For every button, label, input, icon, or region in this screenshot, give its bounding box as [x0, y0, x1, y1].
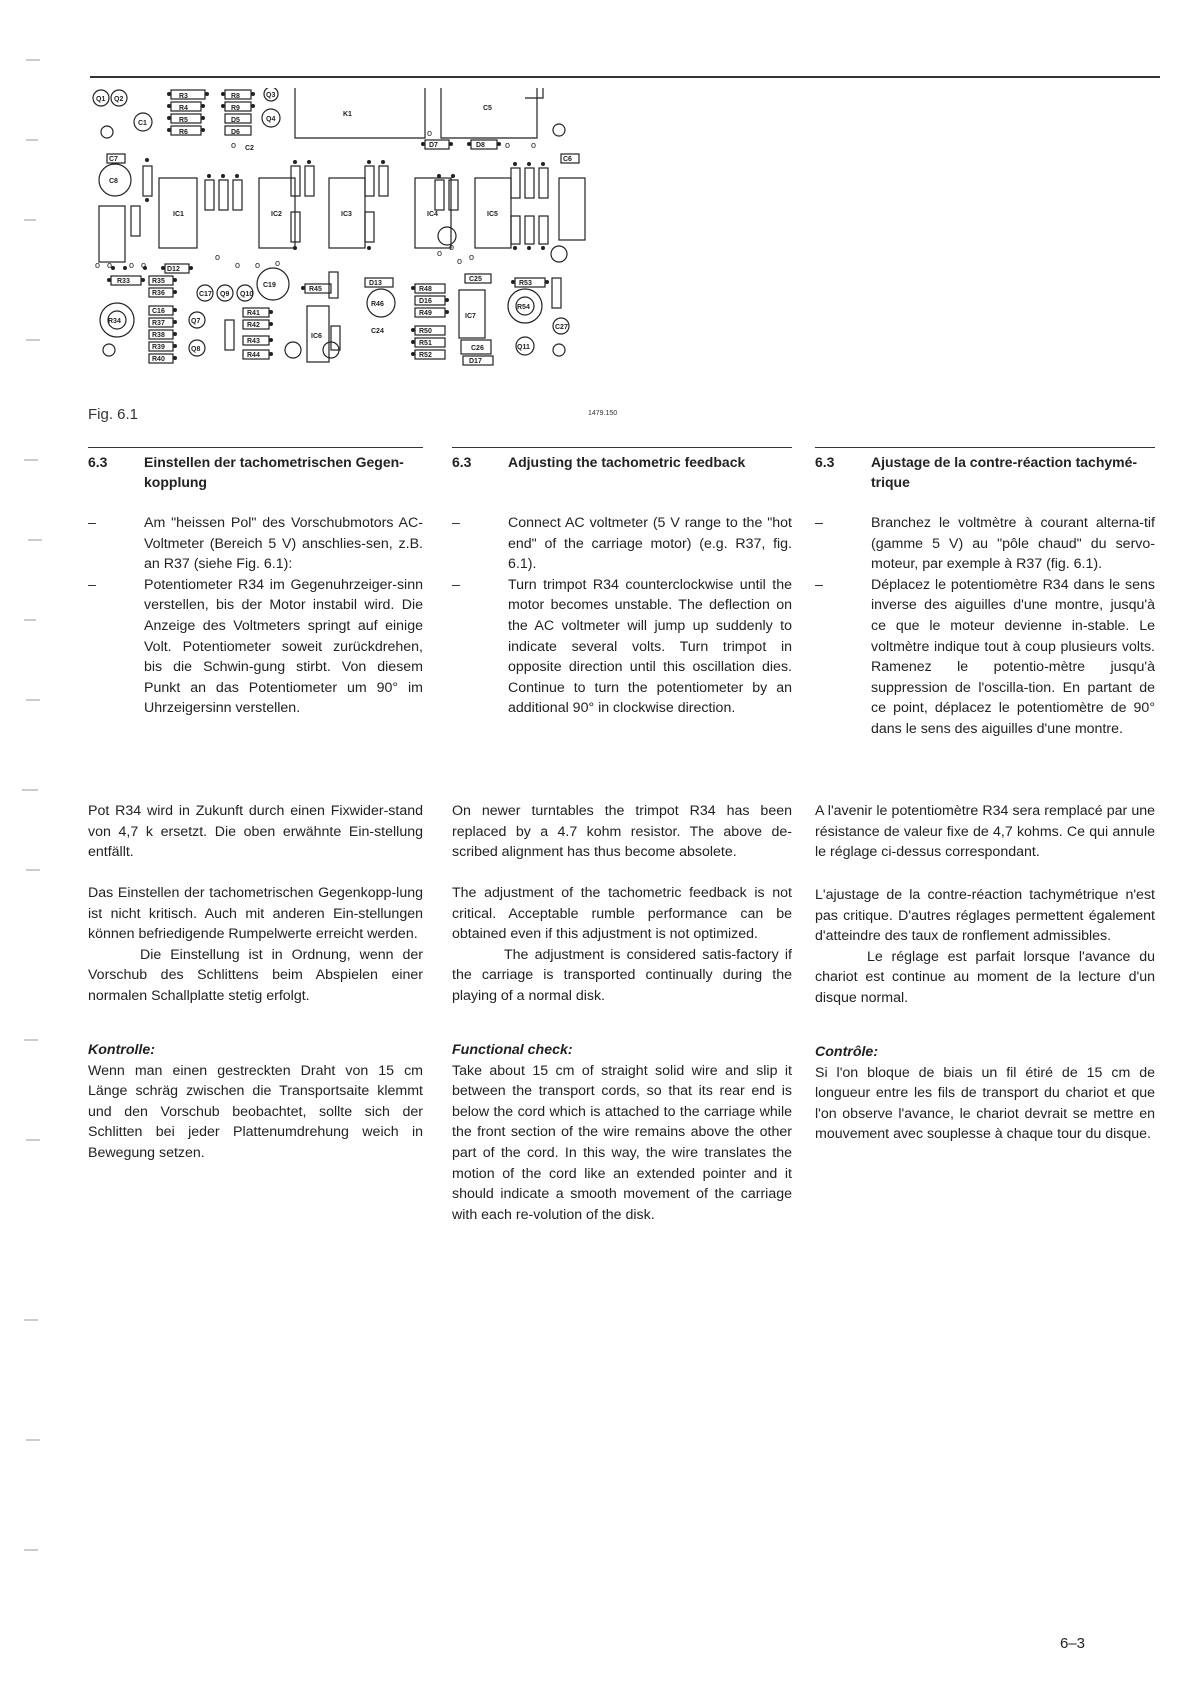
- svg-text:o: o: [275, 258, 281, 268]
- section-rule-german: [88, 447, 423, 448]
- svg-text:o: o: [531, 140, 537, 150]
- french-pot-note: A l'avenir le potentiomètre R34 sera remplacé par une résistance de valeur fixe de 4,7 kohms. Ce qui annule le réglage ci-dessus correspondant.: [815, 803, 1155, 861]
- section-number: 6.3: [815, 454, 835, 470]
- label-c5: C5: [483, 105, 492, 112]
- label-r43: R43: [247, 338, 260, 345]
- label-d16: D16: [419, 298, 432, 305]
- svg-text:o: o: [95, 260, 101, 270]
- label-r44: R44: [247, 352, 260, 359]
- pcb-layout-figure: [85, 88, 630, 413]
- label-k1: K1: [343, 111, 352, 118]
- check-heading: Kontrolle:: [88, 1042, 155, 1058]
- top-rule: [90, 76, 1160, 78]
- french-check: [815, 1042, 1155, 1145]
- label-r39: R39: [152, 344, 165, 351]
- label-r35: R35: [152, 278, 165, 285]
- figure-caption: Fig. 6.1: [88, 406, 139, 423]
- svg-text:o: o: [215, 252, 221, 262]
- label-c7: C7: [109, 156, 118, 163]
- label-c6: C6: [563, 156, 572, 163]
- label-c16: C16: [152, 308, 165, 315]
- list-item: – Potentiometer R34 im Gegenuhrzeiger-sinn verstellen, bis der Motor instabil wird. Die Anzeige des Voltmeters springt auf einige Volt. Potentiometer soweit zurückdrehen, bis die Schwin-gung stirbt. Von diesem Punkt an das Potentiometer um 90° im Uhrzeigersinn verstellen.: [88, 576, 423, 717]
- svg-text:o: o: [141, 260, 147, 270]
- figure-code: 1479.150: [588, 410, 618, 417]
- french-instructions: [815, 513, 1155, 740]
- svg-text:o: o: [449, 242, 455, 252]
- english-pot-note: On newer turntables the trimpot R34 has been replaced by a 4.7 kohm resistor. The above de-scribed alignment has thus become absolete.: [452, 803, 792, 861]
- page-number: 6–3: [1060, 1635, 1086, 1652]
- paragraph: The adjustment is considered satis-factory if the carriage is transported continually during the playing of a normal disk.: [452, 946, 792, 1004]
- label-d6: D6: [231, 129, 240, 136]
- svg-text:o: o: [255, 260, 261, 270]
- paragraph: L'ajustage de la contre-réaction tachymétrique n'est pas critique. D'autres réglages permettent également d'atteindre des taux de ronflement admissibles.: [815, 887, 1155, 945]
- section-rule-english: [452, 447, 792, 448]
- section-heading-german: [88, 452, 423, 492]
- label-q1: Q1: [96, 96, 106, 103]
- label-r52: R52: [419, 352, 432, 359]
- label-c27: C27: [555, 324, 568, 331]
- label-c26: C26: [471, 345, 484, 352]
- paragraph: Das Einstellen der tachometrischen Gegenkopp-lung ist nicht kritisch. Auch mit anderen Ein-stellungen können befriedigende Rumpelwerte erreicht werden.: [88, 885, 423, 943]
- paragraph: The adjustment of the tachometric feedback is not critical. Acceptable rumble performance can be obtained even if this adjustment is not optimized.: [452, 885, 792, 943]
- label-c24: C24: [371, 328, 384, 335]
- section-number: 6.3: [452, 454, 472, 470]
- label-r34: R34: [108, 318, 121, 325]
- check-heading: Functional check:: [452, 1042, 573, 1058]
- svg-text:o: o: [231, 140, 237, 150]
- label-q10: Q10: [240, 291, 254, 298]
- label-c1: C1: [138, 120, 147, 127]
- label-c19: C19: [263, 282, 276, 289]
- label-c2: C2: [245, 145, 254, 152]
- label-ic3: IC3: [341, 211, 352, 218]
- label-r33: R33: [117, 278, 130, 285]
- label-r51: R51: [419, 340, 432, 347]
- column-english: [452, 452, 792, 472]
- label-ic6: IC6: [311, 333, 322, 340]
- german-check: [88, 1040, 423, 1164]
- column-french: [815, 452, 1155, 492]
- label-r38: R38: [152, 332, 165, 339]
- label-q11: Q11: [517, 344, 530, 351]
- label-r54: R54: [517, 304, 530, 311]
- label-r45: R45: [309, 286, 322, 293]
- english-paragraphs: [452, 883, 792, 1007]
- section-title: Adjusting the tachometric feedback: [508, 454, 746, 470]
- label-d12: D12: [167, 266, 180, 273]
- paragraph: Wenn man einen gestreckten Draht von 15 cm Länge schräg zwischen die Transportsaite klemmt und den Vorschub beobachtet, sollte sich der Schlitten bei jeder Plattenumdrehung weich in Bewegung setzen.: [88, 1062, 423, 1161]
- label-r42: R42: [247, 322, 260, 329]
- label-ic1: IC1: [173, 211, 184, 218]
- svg-text:o: o: [437, 248, 443, 258]
- label-d13: D13: [369, 280, 382, 287]
- label-r4: R4: [179, 105, 188, 112]
- label-r37: R37: [152, 320, 165, 327]
- label-c8: C8: [109, 178, 118, 185]
- list-item: – Connect AC voltmeter (5 V range to the "hot end" of the carriage motor) (e.g. R37, fig. 6.1).: [452, 515, 792, 573]
- label-ic7: IC7: [465, 313, 476, 320]
- section-title: Ajustage de la contre-réaction tachymé-trique: [871, 454, 1138, 490]
- german-pot-note: Pot R34 wird in Zukunft durch einen Fixwider-stand von 4,7 k ersetzt. Die oben erwähnte Ein-stellung entfällt.: [88, 803, 423, 861]
- paragraph: Die Einstellung ist in Ordnung, wenn der Vorschub des Schlittens beim Abspielen einer normalen Schallplatte stetig erfolgt.: [88, 946, 423, 1004]
- english-instructions: [452, 513, 792, 719]
- label-r50: R50: [419, 328, 432, 335]
- check-heading: Contrôle:: [815, 1044, 879, 1060]
- section-rule-french: [815, 447, 1155, 448]
- label-d8: D8: [476, 142, 485, 149]
- label-q3: Q3: [266, 92, 276, 99]
- english-check: [452, 1040, 792, 1225]
- label-r8: R8: [231, 93, 240, 100]
- label-r41: R41: [247, 310, 260, 317]
- list-item: – Déplacez le potentiomètre R34 dans le sens inverse des aiguilles d'une montre, jusqu'à ce que le moteur devienne in-stable. Le voltmètre indique tout à coup plusieurs volts. Ramenez le potentio-mètre jusqu'à suppression de l'oscilla-tion. En partant de ce point, déplacez le potentiomètre de 90° dans le sens des aiguilles d'une montre.: [815, 576, 1155, 737]
- list-item: – Am "heissen Pol" des Vorschubmotors AC-Voltmeter (Bereich 5 V) anschlies-sen, z.B. an R37 (siehe Fig. 6.1):: [88, 515, 423, 573]
- svg-text:o: o: [129, 260, 135, 270]
- svg-text:o: o: [235, 260, 241, 270]
- label-ic2: IC2: [271, 211, 282, 218]
- paragraph: Si l'on bloque de biais un fil étiré de 15 cm de longueur entre les fils de transport du chariot et que l'on observe l'avance, le chariot devrait se mettre en mouvement avec souplesse à chaque tour du disque.: [815, 1064, 1155, 1143]
- section-heading-english: [452, 452, 792, 472]
- column-german: [88, 452, 423, 492]
- list-item: – Branchez le voltmètre à courant alterna-tif (gamme 5 V) au "pôle chaud" du servo-moteur, par exemple à R37 (fig. 6.1).: [815, 515, 1155, 573]
- paragraph: Le réglage est parfait lorsque l'avance du chariot est continue au moment de la lecture d'un disque normal.: [815, 948, 1155, 1006]
- label-r5: R5: [179, 117, 188, 124]
- german-paragraphs: [88, 883, 423, 1007]
- svg-text:o: o: [427, 128, 433, 138]
- section-title: Einstellen der tachometrischen Gegen-kopplung: [144, 454, 404, 490]
- svg-text:o: o: [457, 256, 463, 266]
- label-c17: C17: [199, 291, 212, 298]
- label-r46: R46: [371, 301, 384, 308]
- label-r6: R6: [179, 129, 188, 136]
- label-ic5: IC5: [487, 211, 498, 218]
- label-q9: Q9: [220, 291, 230, 298]
- paragraph: Take about 15 cm of straight solid wire and slip it between the transport cords, so that its rear end is below the cord which is attached to the carriage while the front section of the wire remains above the other part of the cord. In this way, the wire translates the motion of the cord like an extended pointer and it should indicate a smooth movement of the carriage with each re-volution of the disk.: [452, 1062, 792, 1223]
- label-r3: R3: [179, 93, 188, 100]
- list-item: – Turn trimpot R34 counterclockwise until the motor becomes unstable. The deflection on the AC voltmeter will jump up suddenly to indicate several volts. Turn trimpot in opposite direction until this oscillation dies. Continue to turn the potentiometer by an additional 90° in clockwise direction.: [452, 576, 792, 717]
- label-r49: R49: [419, 310, 432, 317]
- label-r40: R40: [152, 356, 165, 363]
- label-r48: R48: [419, 286, 432, 293]
- label-q8: Q8: [191, 346, 201, 353]
- label-r53: R53: [519, 280, 532, 287]
- label-d7: D7: [429, 142, 438, 149]
- svg-text:o: o: [107, 260, 113, 270]
- svg-text:o: o: [505, 140, 511, 150]
- svg-text:o: o: [469, 252, 475, 262]
- label-q4: Q4: [266, 116, 276, 123]
- scan-edge-marks: [14, 40, 64, 1640]
- label-q7: Q7: [191, 318, 201, 325]
- section-heading-french: [815, 452, 1155, 492]
- label-r9: R9: [231, 105, 240, 112]
- section-number: 6.3: [88, 454, 108, 470]
- label-d17: D17: [469, 358, 482, 365]
- label-q2: Q2: [114, 96, 124, 103]
- label-c25: C25: [469, 276, 482, 283]
- german-instructions: [88, 513, 423, 719]
- label-ic4: IC4: [427, 211, 438, 218]
- french-paragraphs: [815, 885, 1155, 1009]
- label-d5: D5: [231, 117, 240, 124]
- label-r36: R36: [152, 290, 165, 297]
